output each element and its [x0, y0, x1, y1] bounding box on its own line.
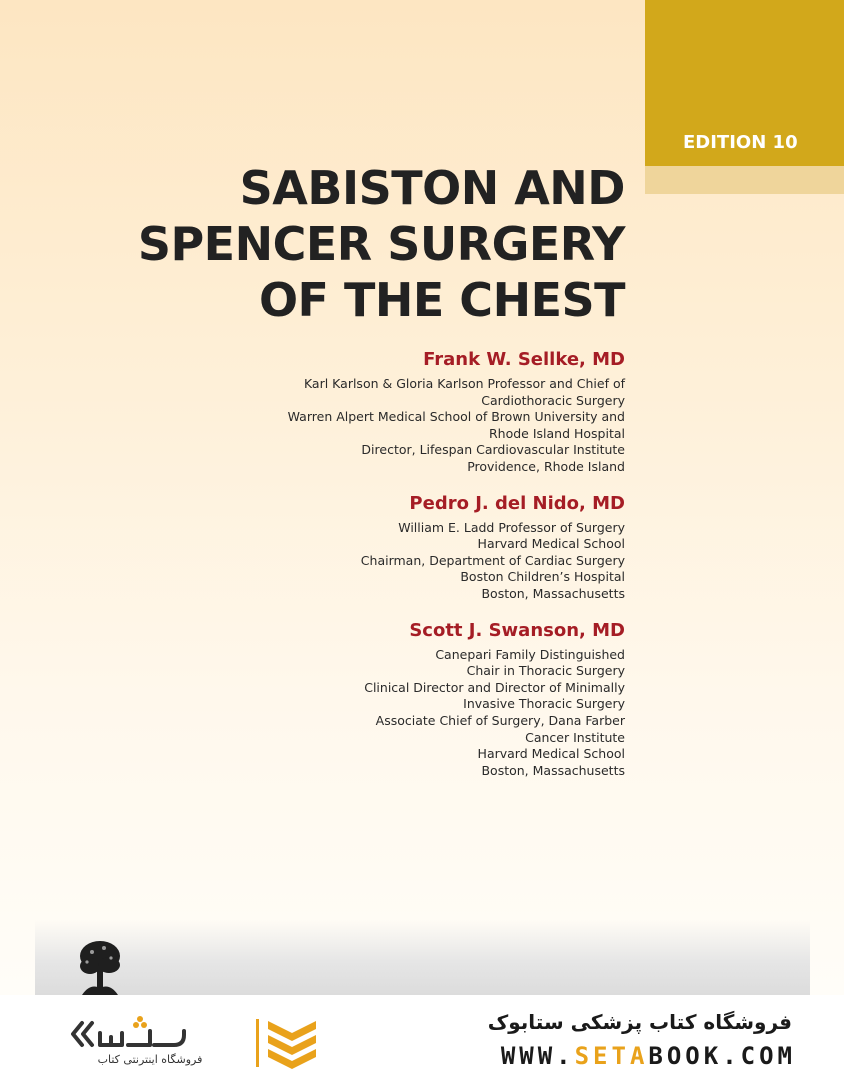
- affiliation-line: Associate Chief of Surgery, Dana Farber: [375, 712, 625, 728]
- author-block: [205, 619, 625, 780]
- affiliation-line: Canepari Family Distinguished: [435, 646, 625, 662]
- affiliation-line: Chairman, Department of Cardiac Surgery: [360, 552, 625, 568]
- affiliation-line: Clinical Director and Director of Minimally: [364, 679, 625, 695]
- affiliation-line: Director, Lifespan Cardiovascular Institute: [361, 442, 625, 458]
- title-line: OF THE CHEST: [258, 273, 625, 327]
- affiliation-line: Warren Alpert Medical School of Brown University and: [287, 409, 625, 425]
- store-url-link[interactable]: [501, 1042, 796, 1070]
- chevron-stack-icon: [256, 1015, 328, 1071]
- url-part: BOOK.COM: [648, 1042, 796, 1070]
- setabook-logo-icon: [70, 1015, 195, 1053]
- affiliation-line: William E. Ladd Professor of Surgery: [398, 519, 625, 535]
- url-part-accent: SETA: [574, 1042, 649, 1070]
- footer-shadow-band: [35, 920, 810, 995]
- author-block: [205, 492, 625, 603]
- affiliation-line: Boston Children’s Hospital: [460, 569, 625, 585]
- author-name: Scott J. Swanson, MD: [409, 619, 625, 641]
- book-title: [138, 160, 625, 328]
- logo-subtitle: فروشگاه اینترنتی کتاب: [97, 1053, 203, 1066]
- affiliation-line: Harvard Medical School: [477, 746, 625, 762]
- author-list: [205, 348, 625, 795]
- edition-label: EDITION 10: [683, 132, 798, 153]
- affiliation-line: Boston, Massachusetts: [481, 585, 625, 601]
- store-name: فروشگاه کتاب پزشکی ستابوک: [487, 1010, 792, 1034]
- url-part: WWW.: [500, 1042, 575, 1070]
- affiliation-line: Rhode Island Hospital: [488, 425, 625, 441]
- affiliation-line: Boston, Massachusetts: [481, 762, 625, 778]
- affiliation-line: Chair in Thoracic Surgery: [466, 663, 625, 679]
- affiliation-line: Cardiothoracic Surgery: [481, 392, 625, 408]
- author-name: Frank W. Sellke, MD: [423, 349, 625, 370]
- affiliation-line: Cancer Institute: [525, 729, 625, 745]
- affiliation-line: Providence, Rhode Island: [467, 458, 625, 474]
- author-block: [205, 348, 625, 476]
- elsevier-tree-icon: [78, 938, 122, 995]
- affiliation-line: Invasive Thoracic Surgery: [463, 696, 625, 712]
- setabook-logo[interactable]: [70, 1013, 330, 1073]
- affiliation-line: Karl Karlson & Gloria Karlson Professor and Chief of: [303, 376, 625, 391]
- author-name: Pedro J. del Nido, MD: [409, 492, 625, 514]
- title-line: SPENCER SURGERY: [137, 217, 625, 271]
- title-line: SABISTON AND: [239, 161, 625, 215]
- edition-stripe: [645, 166, 844, 194]
- affiliation-line: Harvard Medical School: [477, 536, 625, 552]
